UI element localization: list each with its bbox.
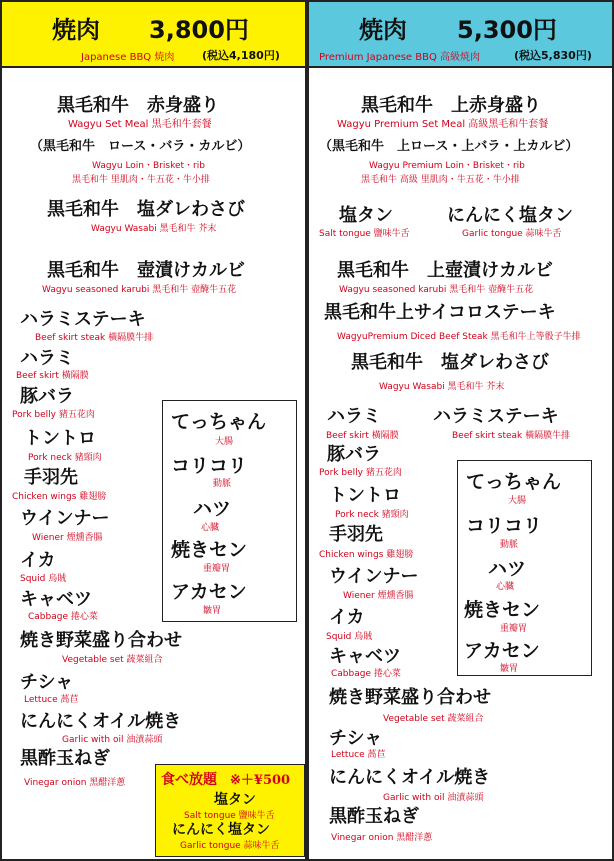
box-item-jp: てっちゃん xyxy=(171,411,267,433)
menu-item-en: Vinegar onion 黑醋洋蔥 xyxy=(24,778,126,788)
menu-item-en: Beef skirt steak 橫隔膜牛排 xyxy=(452,431,571,441)
menu-item-en: Squid 烏賊 xyxy=(20,574,67,584)
menu-item-jp: 手羽先 xyxy=(329,524,383,545)
box-item-en: 皺胃 xyxy=(203,606,222,616)
menu-item-jp: ハラミ xyxy=(20,348,74,369)
aye-item-jp: 塩タン xyxy=(214,792,256,808)
aye-item-en: Salt tongue 鹽味牛舌 xyxy=(184,811,275,821)
menu-item-jp: 豚バラ xyxy=(20,386,74,407)
menu-item-jp: 焼き野菜盛り合わせ xyxy=(329,687,491,708)
menu-item-jp: チシャ xyxy=(20,672,74,693)
aye-price: ※＋¥500 xyxy=(230,773,291,788)
menu-item-en: Wiener 煙燻香腸 xyxy=(32,533,103,543)
header-tax: (税込5,830円) xyxy=(514,49,592,62)
menu-item-jp: （黒毛和牛 ロース・バラ・カルビ） xyxy=(30,139,251,154)
menu-item-en: Cabbage 捲心菜 xyxy=(28,612,98,622)
menu-item-jp: トントロ xyxy=(24,428,96,449)
menu-item-en: Squid 烏賊 xyxy=(326,632,373,642)
menu-item-en: Beef skirt steak 橫隔膜牛排 xyxy=(35,333,154,343)
menu-item-jp: 焼き野菜盛り合わせ xyxy=(20,630,182,651)
menu-item-jp: ハラミステーキ xyxy=(20,309,146,330)
menu-item-en: Garlic with oil 油漬蒜頭 xyxy=(383,793,484,803)
menu-item-en: Wagyu Loin・Brisket・rib xyxy=(92,161,205,171)
box-item-en: 重瓣胃 xyxy=(500,624,528,634)
box-item-jp: 焼きセン xyxy=(171,539,248,561)
header-price: 3,800円 xyxy=(149,16,249,44)
menu-item-jp: にんにくオイル焼き xyxy=(20,711,182,732)
menu-item-en: Pork neck 豬頸肉 xyxy=(335,510,409,520)
menu-item-jp: 黒毛和牛 赤身盛り xyxy=(57,95,219,116)
aye-label: 食べ放題 xyxy=(161,772,217,788)
header-price: 5,300円 xyxy=(457,16,557,44)
box-item-en: 重瓣胃 xyxy=(203,564,231,574)
menu-item-en: Wagyu Set Meal 黒毛和牛套餐 xyxy=(68,119,212,130)
menu-item-jp: ハラミステーキ xyxy=(433,406,559,427)
all-you-can-eat-box xyxy=(155,764,305,857)
menu-item-en: 黒毛和牛 高級 里肌肉・牛五花・牛小排 xyxy=(361,175,520,185)
menu-item-jp: イカ xyxy=(329,607,365,628)
header-title: 焼肉 xyxy=(359,16,407,44)
header-subtitle: Japanese BBQ 焼肉 xyxy=(81,52,175,63)
menu-item-en: Cabbage 捲心菜 xyxy=(331,669,401,679)
menu-item-jp: 黒毛和牛 上赤身盛り xyxy=(361,95,541,116)
aye-item-jp: にんにく塩タン xyxy=(172,822,270,838)
aye-item-en: Garlic tongue 蒜味牛舌 xyxy=(180,841,280,851)
header-title: 焼肉 xyxy=(52,16,100,44)
menu-item-en: Wagyu seasoned karubi 黑毛和牛 壺醃牛五花 xyxy=(339,285,534,295)
menu-item-en: 黒毛和牛 里肌肉・牛五花・牛小排 xyxy=(72,175,210,185)
box-item-en: 大腸 xyxy=(508,496,527,506)
menu-item-en: Chicken wings 雞翅膀 xyxy=(12,492,107,502)
menu-item-jp: ハラミ xyxy=(327,406,381,427)
box-item-en: 動脈 xyxy=(500,540,519,550)
header-subtitle: Premium Japanese BBQ 高級焼肉 xyxy=(319,52,481,63)
menu-item-jp: 黒毛和牛 上壺漬けカルビ xyxy=(337,260,553,281)
menu-item-en: Beef skirt 橫隔膜 xyxy=(16,371,89,381)
menu-item-jp: 塩タン xyxy=(339,205,393,226)
menu-item-en: Vegetable set 蔬菜組合 xyxy=(62,655,163,665)
box-item-jp: ハツ xyxy=(193,498,232,520)
menu-item-en: Garlic with oil 油漬蒜頭 xyxy=(62,735,163,745)
menu-panel-premium xyxy=(307,0,614,861)
menu-item-jp: （黒毛和牛 上ロース・上バラ・上カルビ） xyxy=(319,139,579,154)
menu-item-en: Pork neck 豬頸肉 xyxy=(28,453,102,463)
menu-item-jp: 黒毛和牛 壺漬けカルビ xyxy=(47,260,245,281)
box-item-en: 心臓 xyxy=(496,582,515,592)
menu-item-jp: にんにく塩タン xyxy=(447,205,573,226)
menu-item-en: Wagyu Wasabi 黑毛和牛 芥末 xyxy=(379,382,505,392)
menu-item-jp: ウインナー xyxy=(329,566,419,587)
menu-item-jp: イカ xyxy=(20,550,56,571)
menu-item-en: Wiener 煙燻香腸 xyxy=(343,591,414,601)
menu-item-jp: キャベツ xyxy=(20,589,92,610)
menu-item-jp: 黒毛和牛 塩ダレわさび xyxy=(351,352,549,373)
panel-header xyxy=(309,2,612,68)
menu-item-jp: 黒酢玉ねぎ xyxy=(20,748,110,769)
menu-item-jp: チシャ xyxy=(329,728,383,749)
menu-item-en: Wagyu Premium Set Meal 高級黑毛和牛套餐 xyxy=(337,119,549,130)
menu-item-jp: にんにくオイル焼き xyxy=(329,767,491,788)
box-item-en: 大腸 xyxy=(215,437,234,447)
box-item-jp: 焼きセン xyxy=(464,599,541,621)
menu-item-jp: 豚バラ xyxy=(327,444,381,465)
menu-item-jp: 黒毛和牛 塩ダレわさび xyxy=(47,199,245,220)
box-item-jp: アカセン xyxy=(464,640,540,662)
menu-item-en: Wagyu Wasabi 黑毛和牛 芥末 xyxy=(91,224,217,234)
menu-item-en: Wagyu Premium Loin・Brisket・rib xyxy=(369,161,525,171)
menu-item-jp: 手羽先 xyxy=(24,467,78,488)
box-item-jp: てっちゃん xyxy=(466,471,562,493)
offal-box xyxy=(162,400,297,622)
box-item-jp: コリコリ xyxy=(466,515,543,537)
menu-item-jp: ウインナー xyxy=(20,508,110,529)
menu-item-jp: 黒酢玉ねぎ xyxy=(329,806,419,827)
box-item-en: 皺胃 xyxy=(500,664,519,674)
menu-item-en: Vinegar onion 黑醋洋蔥 xyxy=(331,833,433,843)
box-item-en: 動脈 xyxy=(213,479,232,489)
panel-header xyxy=(2,2,305,68)
menu-item-en: Lettuce 萵苣 xyxy=(331,750,386,760)
menu-item-en: WagyuPremium Diced Beef Steak 黑毛和牛上等骰子牛排 xyxy=(337,332,581,342)
box-item-jp: アカセン xyxy=(171,581,247,603)
menu-item-jp: 黒毛和牛上サイコロステーキ xyxy=(324,302,556,323)
box-item-jp: ハツ xyxy=(488,558,527,580)
offal-box xyxy=(457,460,592,676)
menu-item-en: Pork belly 豬五花肉 xyxy=(319,468,402,478)
menu-item-jp: トントロ xyxy=(329,485,401,506)
menu-item-en: Garlic tongue 蒜味牛舌 xyxy=(462,229,562,239)
menu-item-en: Lettuce 萵苣 xyxy=(24,695,79,705)
menu-item-en: Vegetable set 蔬菜組合 xyxy=(383,714,484,724)
menu-item-en: Wagyu seasoned karubi 黑毛和牛 壺醃牛五花 xyxy=(42,285,237,295)
menu-item-en: Pork belly 豬五花肉 xyxy=(12,410,95,420)
box-item-en: 心臓 xyxy=(201,523,220,533)
menu-item-en: Chicken wings 雞翅膀 xyxy=(319,550,414,560)
box-item-jp: コリコリ xyxy=(171,455,248,477)
header-tax: (税込4,180円) xyxy=(202,49,280,62)
menu-item-en: Beef skirt 橫隔膜 xyxy=(326,431,399,441)
menu-item-en: Salt tongue 鹽味牛舌 xyxy=(319,229,410,239)
menu-item-jp: キャベツ xyxy=(329,646,401,667)
